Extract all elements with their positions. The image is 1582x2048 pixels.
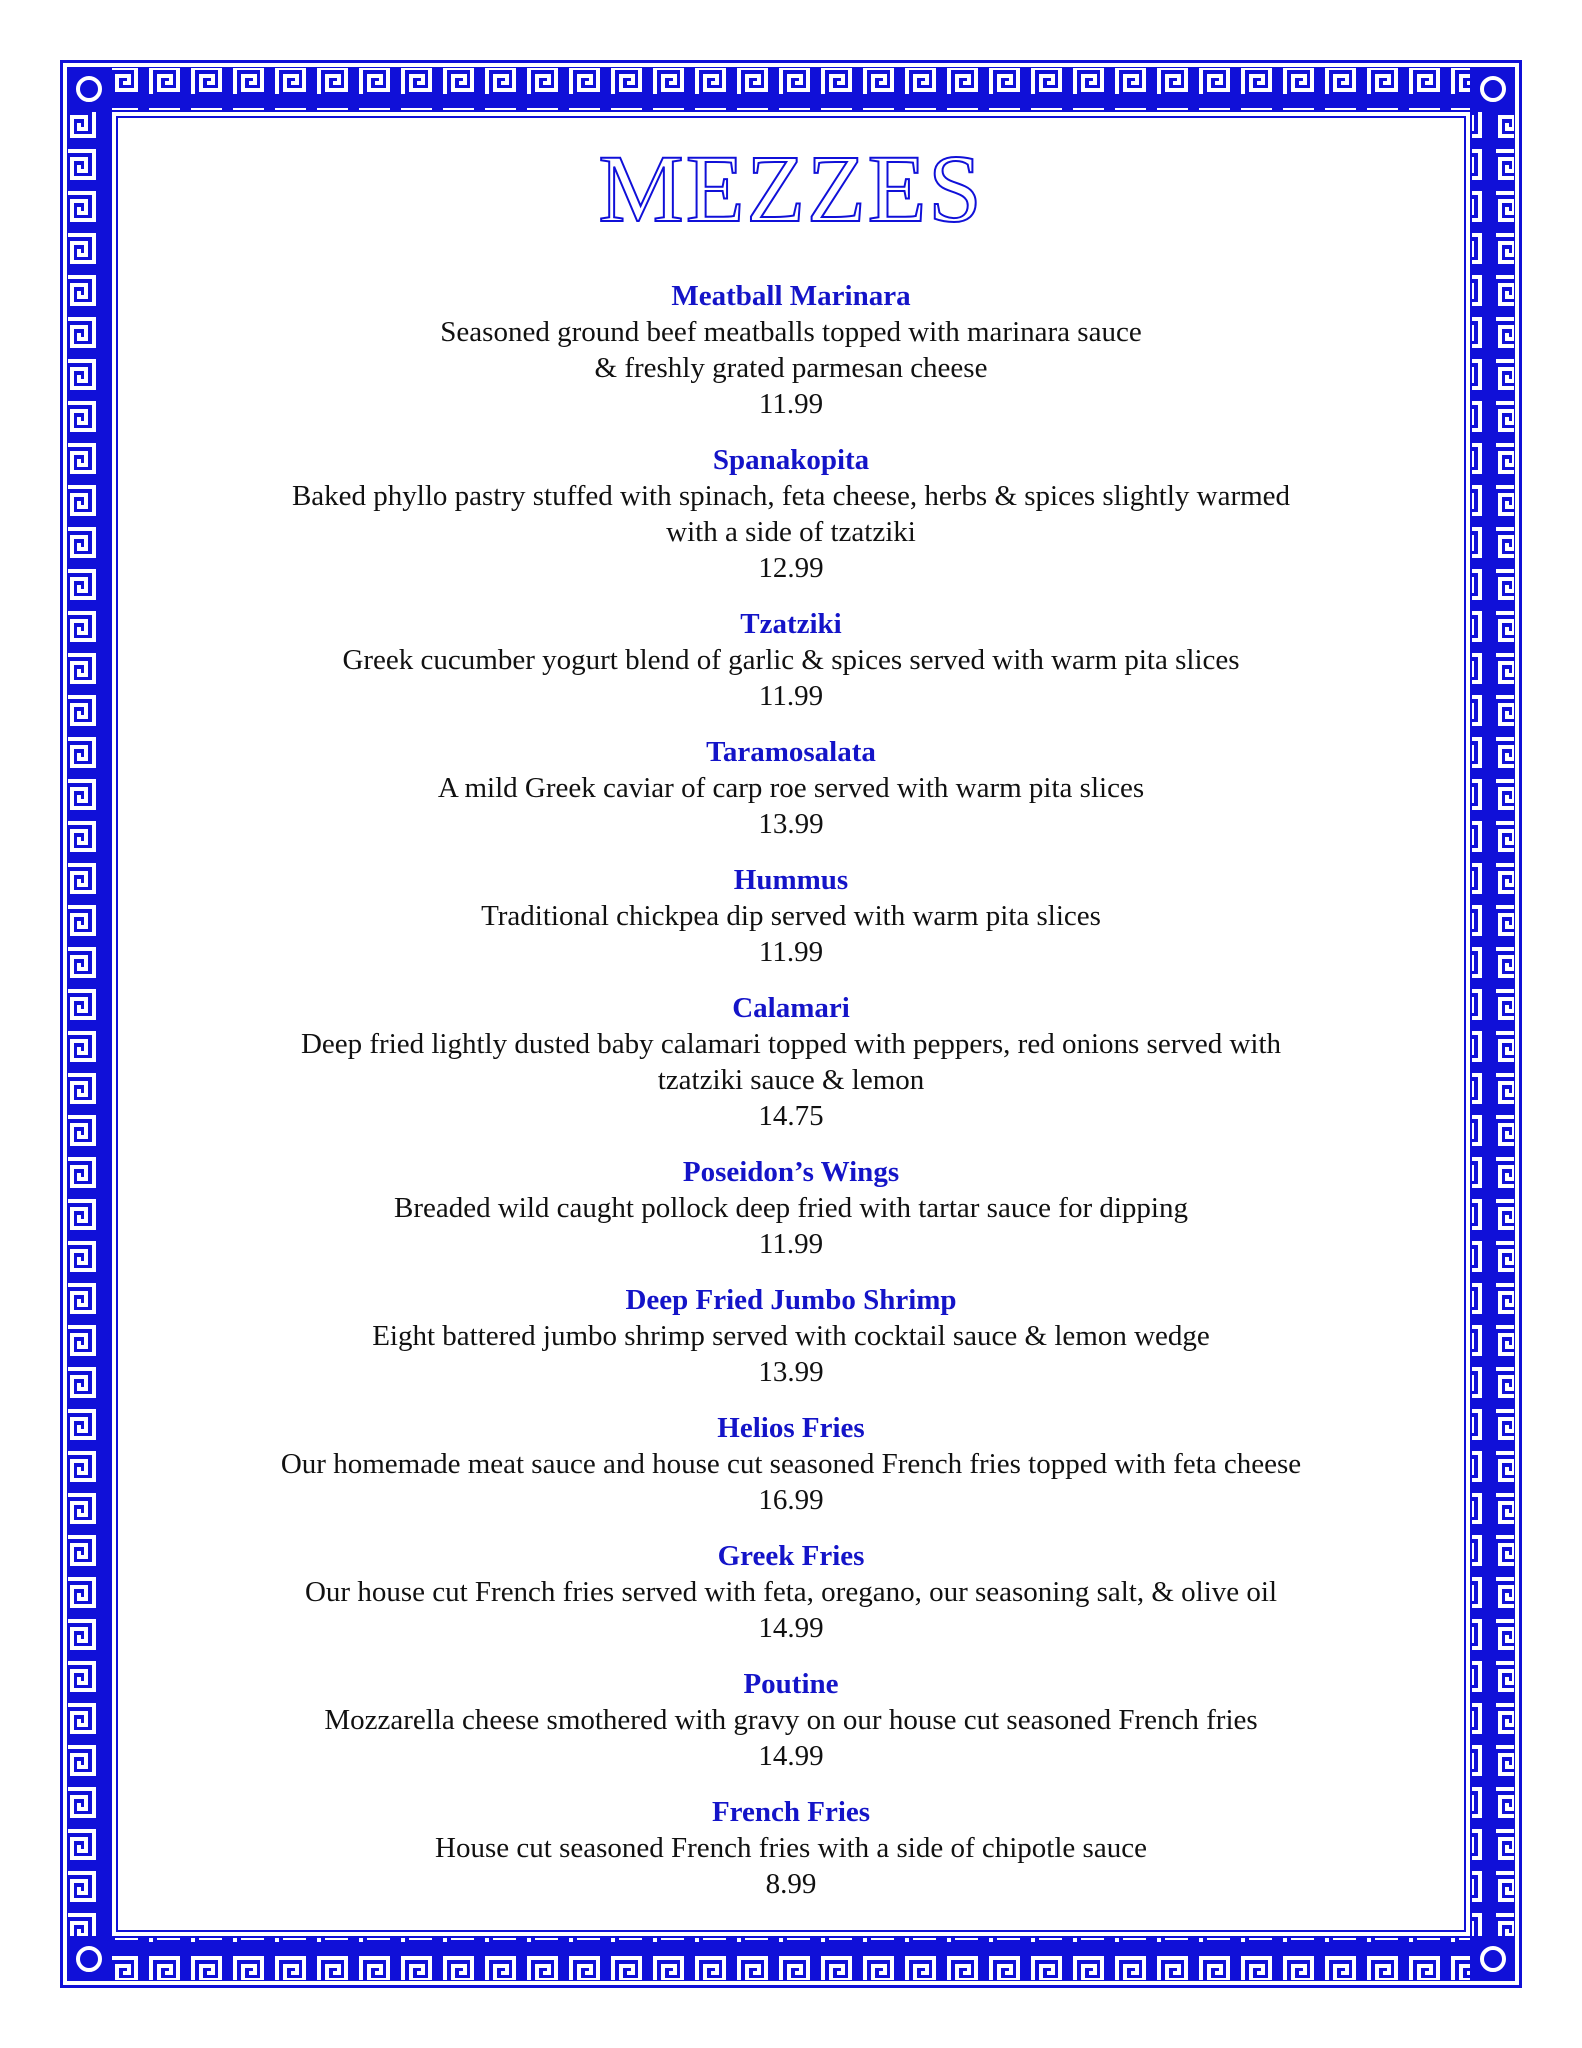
item-name: Greek Fries <box>717 1540 865 1572</box>
item-name: Poseidon’s Wings <box>682 1156 900 1188</box>
item-price: 11.99 <box>758 680 824 712</box>
item-price: 8.99 <box>765 1868 817 1900</box>
item-description: House cut seasoned French fries with a side of chipotle sauce <box>435 1832 1147 1864</box>
menu-item <box>118 1666 1464 1774</box>
item-name: French Fries <box>711 1796 871 1828</box>
menu-item <box>118 1154 1464 1262</box>
menu-item <box>118 1282 1464 1390</box>
item-name: Tzatziki <box>740 608 842 640</box>
item-price: 13.99 <box>758 808 824 840</box>
item-price: 14.75 <box>758 1100 824 1132</box>
item-description: Seasoned ground beef meatballs topped with marinara sauce & freshly grated parmesan cheese <box>440 316 1142 384</box>
item-price: 16.99 <box>758 1484 824 1516</box>
item-description: Eight battered jumbo shrimp served with cocktail sauce & lemon wedge <box>372 1320 1210 1352</box>
item-price: 14.99 <box>758 1612 824 1644</box>
item-price: 13.99 <box>758 1356 824 1388</box>
item-description: Our house cut French fries served with feta, oregano, our seasoning salt, & olive oil <box>304 1576 1278 1608</box>
menu-item <box>118 442 1464 586</box>
item-description: Mozzarella cheese smothered with gravy on our house cut seasoned French fries <box>324 1704 1258 1736</box>
item-price: 12.99 <box>758 552 824 584</box>
item-price: 11.99 <box>758 1228 824 1260</box>
item-name: Hummus <box>733 864 849 896</box>
item-description: Greek cucumber yogurt blend of garlic & spices served with warm pita slices <box>342 644 1240 676</box>
item-name: Spanakopita <box>712 444 870 476</box>
menu-title: MEZZES <box>598 135 984 242</box>
menu-item <box>118 1794 1464 1902</box>
menu-item <box>118 606 1464 714</box>
menu-item <box>118 1538 1464 1646</box>
item-name: Meatball Marinara <box>671 280 911 312</box>
item-description: Baked phyllo pastry stuffed with spinach, feta cheese, herbs & spices slightly warmed with a side of tzatziki <box>291 480 1291 548</box>
item-price: 14.99 <box>758 1740 824 1772</box>
item-name: Deep Fried Jumbo Shrimp <box>625 1284 957 1316</box>
menu-item <box>118 990 1464 1134</box>
item-description: Our homemade meat sauce and house cut seasoned French fries topped with feta cheese <box>280 1448 1302 1480</box>
item-name: Calamari <box>732 992 850 1024</box>
menu-page <box>118 118 1464 1930</box>
item-price: 11.99 <box>758 388 824 420</box>
item-price: 11.99 <box>758 936 824 968</box>
item-name: Taramosalata <box>706 736 876 768</box>
item-name: Poutine <box>743 1668 839 1700</box>
menu-item <box>118 278 1464 422</box>
menu-item <box>118 1410 1464 1518</box>
item-description: Traditional chickpea dip served with warm pita slices <box>481 900 1101 932</box>
item-description: A mild Greek caviar of carp roe served with warm pita slices <box>437 772 1145 804</box>
menu-item <box>118 862 1464 970</box>
item-name: Helios Fries <box>717 1412 865 1444</box>
menu-item-list <box>118 278 1464 1902</box>
item-description: Deep fried lightly dusted baby calamari topped with peppers, red onions served with tzatziki sauce & lemon <box>300 1028 1282 1096</box>
item-description: Breaded wild caught pollock deep fried with tartar sauce for dipping <box>393 1192 1188 1224</box>
menu-item <box>118 734 1464 842</box>
